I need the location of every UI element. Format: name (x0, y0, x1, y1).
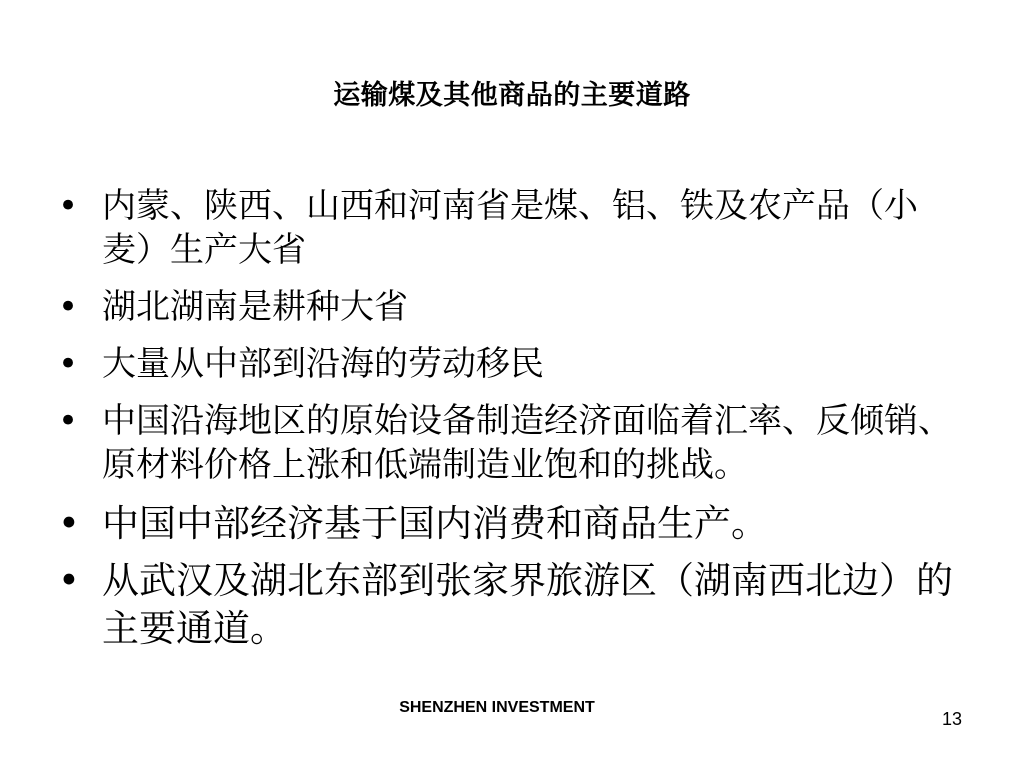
bullet-symbol: • (58, 287, 79, 327)
bullet-text: 从武汉及湖北东部到张家界旅游区（湖南西北边）的主要通道。 (102, 559, 953, 650)
bullet-symbol: • (58, 401, 79, 441)
bullet-item (56, 500, 956, 548)
bullet-list (56, 184, 956, 662)
page-number: 13 (941, 709, 962, 729)
footer-text: SHENZHEN INVESTMENT (399, 699, 595, 716)
bullet-text: 中国中部经济基于国内消费和商品生产。 (102, 502, 768, 545)
bullet-item (56, 557, 956, 653)
bullet-symbol: • (58, 344, 79, 384)
bullet-text: 内蒙、陕西、山西和河南省是煤、铝、铁及农产品（小麦）生产大省 (102, 186, 918, 270)
bullet-text: 大量从中部到沿海的劳动移民 (102, 344, 544, 384)
bullet-item (56, 285, 956, 329)
bullet-item (56, 399, 956, 487)
slide-title: 运输煤及其他商品的主要道路 (333, 80, 691, 111)
bullet-symbol: • (58, 502, 80, 545)
bullet-item (56, 342, 956, 386)
bullet-text: 湖北湖南是耕种大省 (102, 287, 408, 327)
bullet-symbol: • (58, 186, 79, 226)
bullet-text: 中国沿海地区的原始设备制造经济面临着汇率、反倾销、原材料价格上涨和低端制造业饱和的挑战。 (102, 401, 952, 485)
bullet-item (56, 184, 956, 272)
bullet-symbol: • (58, 559, 80, 602)
